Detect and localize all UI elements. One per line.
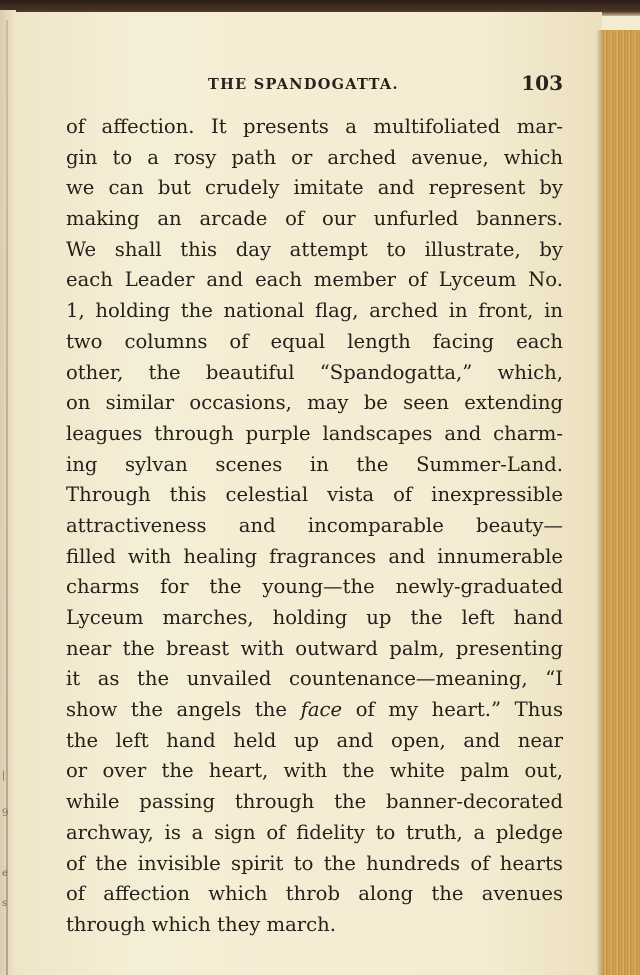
text-line: charms for the young—the newly-graduated — [66, 575, 563, 599]
text-line: We shall this day attempt to illustrate, by — [66, 237, 563, 261]
text-line: or over the heart, with the white palm out, — [66, 759, 563, 783]
text-line: gin to a rosy path or arched avenue, which — [66, 145, 563, 169]
margin-mark: s — [2, 898, 8, 909]
running-title: THE SPANDOGATTA. — [208, 76, 399, 93]
page-header — [208, 70, 563, 96]
margin-mark: 9 — [2, 808, 9, 819]
page-number: 103 — [521, 71, 563, 95]
text-line: while passing through the banner-decorated — [66, 790, 563, 814]
text-line: of affection which throb along the avenues — [66, 882, 563, 906]
margin-marks — [0, 0, 16, 975]
text-line: other, the beautiful “Spandogatta,” which, — [66, 360, 563, 384]
text-line: leagues through purple landscapes and charm- — [66, 421, 563, 445]
text-line: attractiveness and incomparable beauty— — [66, 513, 563, 537]
text-line: 1, holding the national flag, arched in front, in — [66, 299, 563, 323]
text-line: two columns of equal length facing each — [66, 329, 563, 353]
text-line: filled with healing fragrances and innumerable — [66, 544, 563, 568]
text-line: each Leader and each member of Lyceum No. — [66, 268, 563, 292]
body-text — [66, 112, 563, 941]
gilt-fore-edge — [602, 30, 640, 975]
margin-mark: e — [2, 868, 8, 879]
text-line: of the invisible spirit to the hundreds of hearts — [66, 851, 563, 875]
text-line: ing sylvan scenes in the Summer-Land. — [66, 452, 563, 476]
text-line: it as the unvailed countenance—meaning, “I — [66, 667, 563, 691]
text-line: Through this celestial vista of inexpressible — [66, 483, 563, 507]
emphasized-word: face — [300, 698, 343, 722]
text-line: near the breast with outward palm, presenting — [66, 636, 563, 660]
text-line: making an arcade of our unfurled banners. — [66, 207, 563, 231]
text-line: through which they march. — [66, 912, 336, 936]
margin-mark: | — [2, 770, 6, 781]
text-line: show the angels the face of my heart.” Thus — [66, 698, 563, 722]
text-line: we can but crudely imitate and represent by — [66, 176, 563, 200]
text-line: Lyceum marches, holding up the left hand — [66, 606, 563, 629]
text-line: of affection. It presents a multifoliated mar- — [66, 115, 563, 138]
text-line: on similar occasions, may be seen extending — [66, 391, 563, 415]
text-line: archway, is a sign of fidelity to truth, a pledge — [66, 820, 563, 844]
text-line: the left hand held up and open, and near — [66, 728, 563, 752]
